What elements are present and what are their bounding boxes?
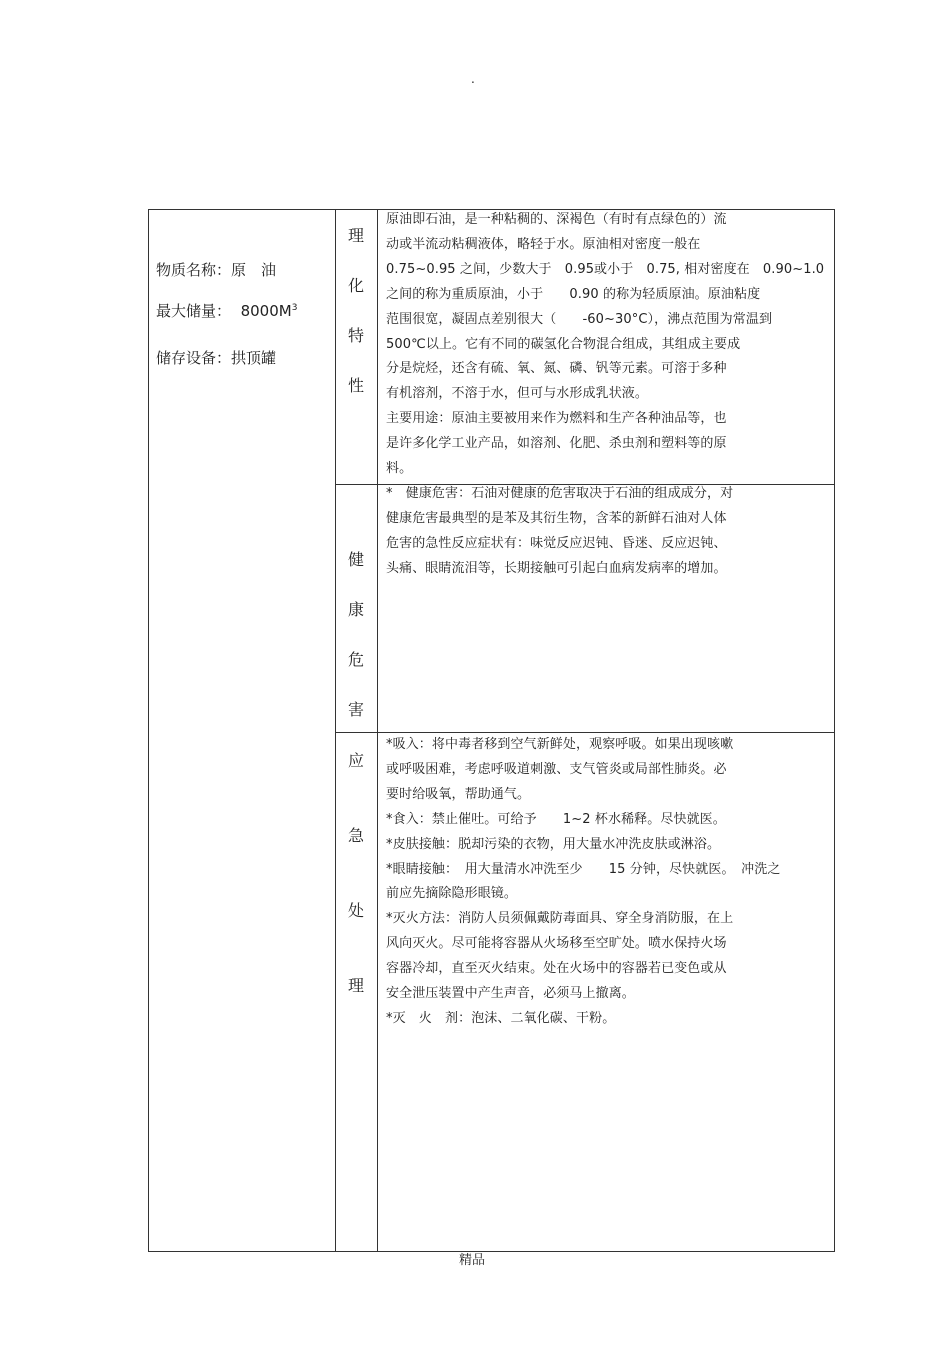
emergency-content: [386, 733, 830, 1032]
emergency-label-char: 应: [347, 751, 364, 770]
emergency-line: 安全泄压装置中产生声音，必须马上撤离。: [386, 986, 635, 1002]
health-line: 头痛、眼睛流泪等，长期接触可引起白血病发病率的增加。: [386, 560, 727, 576]
emergency-line: *灭 火 剂：泡沫、二氧化碳、干粉。: [386, 1010, 616, 1026]
physchem-line: 是许多化学工业产品，如溶剂、化肥、杀虫剂和塑料等的原: [386, 436, 727, 452]
emergency-line: *眼睛接触： 用大量清水冲洗至少 15 分钟，尽快就医。 冲洗之: [386, 861, 781, 877]
emergency-line: *食入：禁止催吐。可给予 1~2 杯水稀释。尽快就医。: [386, 811, 726, 827]
max-storage-unit-exponent: 3: [291, 303, 298, 313]
msds-table: [148, 209, 835, 1252]
emergency-label-char: 急: [347, 826, 364, 845]
physchem-line: 动或半流动粘稠液体，略轻于水。原油相对密度一般在: [386, 236, 701, 252]
physchem-line: 范围很宽，凝固点差别很大（ -60~30°C），沸点范围为常温到: [386, 311, 773, 327]
emergency-line: *吸入：将中毒者移到空气新鲜处，观察呼吸。如果出现咳嗽: [386, 737, 734, 752]
physchem-line: 主要用途：原油主要被用来作为燃料和生产各种油品等，也: [386, 411, 727, 427]
health-label-char: 害: [347, 700, 364, 719]
physchem-line: 500℃以上。它有不同的碳氢化合物混合组成，其组成主要成: [386, 336, 741, 352]
storage-equipment: [156, 348, 276, 368]
physchem-line: 之间的称为重质原油，小于 0.90 的称为轻质原油。原油粘度: [386, 286, 761, 302]
health-label-char: 康: [347, 600, 364, 619]
column-divider: [335, 210, 336, 1251]
health-line: 健康危害最典型的是苯及其衍生物，含苯的新鲜石油对人体: [386, 510, 727, 526]
max-storage: [156, 298, 297, 321]
emergency-label-char: 处: [347, 901, 364, 920]
physchem-label-char: 特: [347, 326, 364, 345]
physchem-label-char: 化: [347, 276, 364, 295]
footer-text: 精品: [459, 1253, 486, 1268]
max-storage-value: 8000M: [240, 302, 292, 320]
emergency-line: 前应先摘除隐形眼镜。: [386, 886, 518, 902]
physchem-content: [386, 208, 830, 482]
health-label-char: 危: [347, 650, 364, 669]
health-line: 危害的急性反应症状有：味觉反应迟钝、昏迷、反应迟钝、: [386, 535, 727, 551]
emergency-line: 要时给吸氧，帮助通气。: [386, 786, 531, 802]
physchem-line: 原油即石油，是一种粘稠的、深褐色（有时有点绿色的）流: [386, 212, 727, 227]
physchem-label-char: 性: [347, 376, 364, 395]
physchem-line: 0.75~0.95 之间，少数大于 0.95或小于 0.75, 相对密度在 0.90~1.0: [386, 261, 825, 277]
column-divider: [377, 210, 378, 1251]
emergency-line: *皮肤接触：脱却污染的衣物，用大量水冲洗皮肤或淋浴。: [386, 836, 721, 852]
substance-name: [156, 260, 276, 280]
physchem-line: 分是烷烃，还含有硫、氧、氮、磷、钒等元素。可溶于多种: [386, 361, 727, 377]
health-label-char: 健: [347, 550, 364, 569]
health-line: * 健康危害：石油对健康的危害取决于石油的组成成分，对: [386, 486, 734, 501]
header-mark: .: [471, 72, 475, 86]
emergency-line: 或呼吸困难，考虑呼吸道刺激、支气管炎或局部性肺炎。必: [386, 761, 727, 777]
max-storage-label: 最大储量：: [156, 302, 232, 320]
emergency-label-char: 理: [347, 976, 364, 995]
health-content: [386, 482, 830, 582]
substance-name-label: 物质名称：: [156, 261, 232, 279]
emergency-line: *灭火方法：消防人员须佩戴防毒面具、穿全身消防服，在上: [386, 911, 734, 927]
physchem-line: 料。: [386, 461, 413, 477]
physchem-label-char: 理: [347, 226, 364, 245]
storage-equipment-value: 拱顶罐: [231, 349, 277, 367]
storage-equipment-label: 储存设备：: [156, 349, 232, 367]
emergency-line: 风向灭火。尽可能将容器从火场移至空旷处。喷水保持火场: [386, 936, 727, 952]
substance-name-value: 原 油: [231, 261, 277, 279]
emergency-line: 容器冷却，直至灭火结束。处在火场中的容器若已变色或从: [386, 961, 727, 977]
physchem-line: 有机溶剂，不溶于水，但可与水形成乳状液。: [386, 386, 649, 402]
